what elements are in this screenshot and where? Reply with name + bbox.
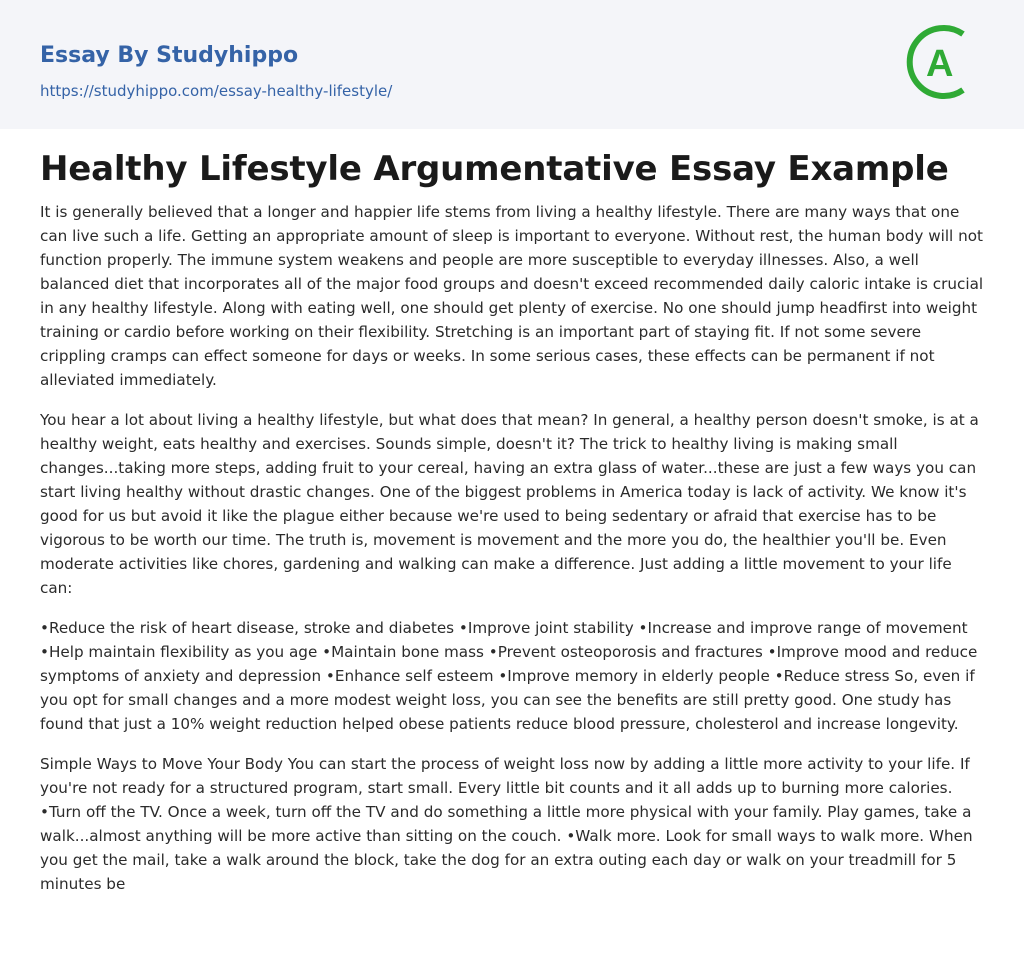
article-title: Healthy Lifestyle Argumentative Essay Example — [40, 149, 949, 189]
paragraph: •Reduce the risk of heart disease, stroke and diabetes •Improve joint stability •Increase and improve range of movement •Help maintain flexibility as you age •Maintain bone mass •Prevent osteoporosis and fractures •Improve mood and reduce symptoms of anxiety and depression •Enhance self esteem •Improve memory in elderly people •Reduce stress So, even if you opt for small changes and a more modest weight loss, you can see the benefits are still pretty good. One study has found that just a 10% weight reduction helped obese patients reduce blood pressure, cholesterol and increase longevity. — [40, 619, 978, 733]
paragraph: It is generally believed that a longer and happier life stems from living a healthy lifestyle. There are many ways that one can live such a life. Getting an appropriate amount of sleep is important to everyone. Without rest, the human body will not function properly. The immune system weakens and people are more susceptible to everyday illnesses. Also, a well balanced diet that incorporates all of the major food groups and doesn't exceed recommended daily caloric intake is crucial in any healthy lifestyle. Along with eating well, one should get plenty of exercise. No one should jump headfirst into weight training or cardio before working on their flexibility. Stretching is an important part of staying fit. If not some severe crippling cramps can effect someone for days or weeks. In some serious cases, these effects can be permanent if not alleviated immediately. — [40, 203, 984, 389]
brand-title: Essay By Studyhippo — [40, 43, 299, 68]
logo-letter: A — [926, 43, 954, 85]
source-url-link[interactable]: https://studyhippo.com/essay-healthy-lifestyle/ — [40, 82, 393, 100]
article-body — [0, 148, 1024, 896]
studyhippo-logo-icon[interactable] — [900, 20, 984, 104]
paragraph: Simple Ways to Move Your Body You can start the process of weight loss now by adding a little more activity to your life. If you're not ready for a structured program, start small. Every little bit counts and it all adds up to burning more calories. •Turn off the TV. Once a week, turn off the TV and do something a little more physical with your family. Play games, take a walk...almost anything will be more active than sitting on the couch. •Walk more. Look for small ways to walk more. When you get the mail, take a walk around the block, take the dog for an extra outing each day or walk on your treadmill for 5 minutes be — [40, 755, 973, 893]
page-header — [0, 0, 1024, 129]
paragraph: You hear a lot about living a healthy lifestyle, but what does that mean? In general, a healthy person doesn't smoke, is at a healthy weight, eats healthy and exercises. Sounds simple, doesn't it? The trick to healthy living is making small changes...taking more steps, adding fruit to your cereal, having an extra glass of water...these are just a few ways you can start living healthy without drastic changes. One of the biggest problems in America today is lack of activity. We know it's good for us but avoid it like the plague either because we're used to being sedentary or afraid that exercise has to be vigorous to be worth our time. The truth is, movement is movement and the more you do, the healthier you'll be. Even moderate activities like chores, gardening and walking can make a difference. Just adding a little movement to your life can: — [40, 411, 979, 597]
